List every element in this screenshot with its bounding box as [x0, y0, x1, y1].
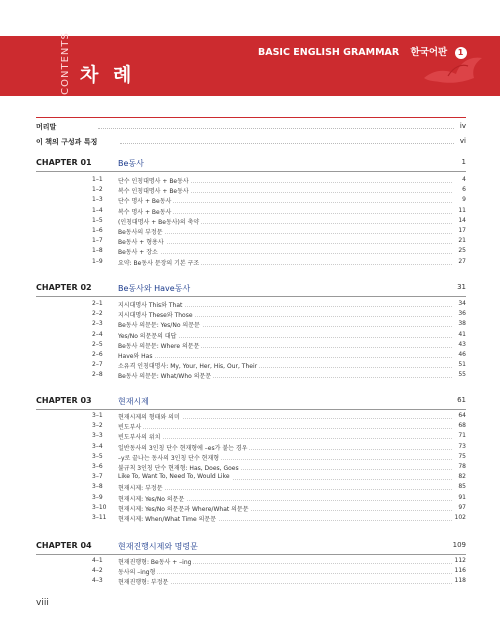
item-title: (인칭대명사 + Be동사)의 축약	[118, 218, 200, 226]
item-page: 78	[458, 463, 466, 470]
item-title: Be동사 + 형용사	[118, 239, 164, 247]
toc-item[interactable]	[36, 463, 466, 473]
toc-item[interactable]	[36, 443, 466, 453]
item-page: 55	[458, 371, 466, 379]
item-title: 단수 인칭대명사 + Be동사	[118, 178, 189, 185]
toc-item[interactable]	[36, 237, 466, 247]
item-number: 3–5	[92, 452, 103, 460]
leader-dots	[118, 253, 452, 254]
leader-dots	[118, 243, 452, 244]
item-number: 4–1	[92, 557, 103, 564]
item-number: 3–2	[92, 422, 103, 430]
chapter-rule	[36, 554, 466, 555]
leader-dots	[120, 143, 454, 144]
chapter-heading[interactable]	[36, 396, 466, 410]
toc-item[interactable]	[36, 567, 466, 577]
chapter-page: 31	[457, 283, 466, 291]
item-title: 지시대명사 These와 Those	[118, 312, 193, 320]
item-page: 118	[454, 577, 466, 585]
decorative-bird-icon	[418, 48, 488, 90]
item-page: 112	[454, 557, 466, 564]
item-title: 빈도부사	[118, 424, 142, 432]
front-item-page: vi	[457, 137, 466, 145]
contents-label: CONTENTS	[59, 32, 71, 95]
toc-item[interactable]	[36, 310, 466, 320]
item-page: 51	[458, 361, 466, 369]
leader-dots	[118, 573, 452, 574]
page-title: 차 례	[80, 64, 136, 86]
item-title: 현재시제: When/What Time 의문문	[118, 516, 217, 523]
item-page: 85	[458, 483, 466, 491]
chapter-page: 1	[461, 158, 466, 166]
item-title: Be동사의 부정문	[118, 229, 163, 236]
item-page: 116	[454, 567, 466, 575]
series-korean: 한국어판	[410, 47, 448, 58]
series-title-text: BASIC ENGLISH GRAMMAR	[258, 47, 400, 58]
chapter-page: 61	[457, 396, 466, 404]
item-number: 1–1	[92, 176, 103, 183]
item-page: 4	[462, 176, 466, 183]
chapter-page: 109	[452, 541, 466, 549]
item-page: 34	[458, 300, 466, 307]
item-title: 복수 인칭대명사 + Be동사	[118, 188, 189, 196]
item-page: 38	[458, 320, 466, 328]
chapter-rule	[36, 409, 466, 410]
item-page: 25	[458, 247, 466, 255]
item-page: 9	[462, 196, 466, 204]
chapter-rule	[36, 171, 466, 172]
leader-dots	[98, 128, 454, 129]
item-title: 현재시제: 부정문	[118, 485, 163, 493]
item-title: Be동사 의문문: Where 의문문	[118, 342, 200, 350]
item-number: 2–4	[92, 330, 103, 338]
top-red-rule	[36, 117, 466, 118]
chapter-heading[interactable]	[36, 541, 466, 555]
toc-item[interactable]	[36, 227, 466, 237]
item-number: 1–3	[92, 196, 103, 204]
item-title: 현재진행형: Be동사 + –ing	[118, 559, 192, 566]
item-number: 3–3	[92, 432, 103, 440]
chapter-rule	[36, 296, 466, 297]
item-title: Have와 Has	[118, 353, 153, 360]
toc-item[interactable]	[36, 483, 466, 493]
series-number-badge: 1	[455, 47, 467, 59]
item-number: 1–7	[92, 237, 103, 245]
item-title: 빈도부사의 위치	[118, 434, 161, 442]
item-number: 1–5	[92, 216, 103, 224]
front-item-page: iv	[457, 122, 466, 130]
item-title: 요약: Be동사 문장의 기본 구조	[118, 259, 200, 267]
item-title: Like To, Want To, Need To, Would Like	[118, 473, 230, 481]
toc-item[interactable]	[36, 412, 466, 422]
item-number: 1–2	[92, 186, 103, 194]
toc-item[interactable]	[36, 341, 466, 351]
item-title: 일반동사의 3인칭 단수 현재형에 –es가 붙는 경우	[118, 444, 248, 452]
toc-item[interactable]	[36, 577, 466, 587]
item-title: 현재시제의 형태와 의미	[118, 414, 180, 421]
item-number: 3–6	[92, 463, 103, 470]
item-title: Yes/No 의문문의 대답	[118, 332, 177, 340]
toc-item[interactable]	[36, 176, 466, 186]
toc-item[interactable]	[36, 453, 466, 463]
chapter-title: Be동사와 Have동사	[118, 284, 191, 293]
item-page: 71	[458, 432, 466, 440]
item-page: 91	[458, 493, 466, 501]
chapter-number: CHAPTER 02	[36, 283, 92, 292]
item-title: Be동사 의문문: Yes/No 의문문	[118, 322, 200, 330]
item-page: 17	[458, 227, 466, 234]
leader-dots	[118, 233, 452, 234]
item-number: 3–1	[92, 412, 103, 419]
item-page: 14	[458, 216, 466, 224]
item-title: 지시대명사 This와 That	[118, 302, 183, 309]
toc-item[interactable]	[36, 432, 466, 442]
toc-item[interactable]	[36, 514, 466, 524]
leader-dots	[118, 489, 452, 490]
toc-item[interactable]	[36, 247, 466, 257]
toc-item[interactable]	[36, 473, 466, 483]
item-page: 43	[458, 340, 466, 348]
item-title: 불규칙 3인칭 단수 현재형: Has, Does, Goes	[118, 465, 239, 472]
item-number: 2–2	[92, 310, 103, 318]
item-number: 2–5	[92, 340, 103, 348]
item-page: 11	[458, 206, 466, 214]
item-page: 41	[458, 330, 466, 338]
item-title: 단수 명사 + Be동사	[118, 198, 172, 206]
item-title: 현재진행형: 부정문	[118, 579, 169, 587]
item-page: 36	[458, 310, 466, 318]
item-number: 1–9	[92, 257, 103, 265]
item-title: –y로 끝나는 동사의 3인칭 단수 현재형	[118, 454, 220, 462]
item-page: 97	[458, 503, 466, 511]
item-title: 현재시제: Yes/No 의문문과 Where/What 의문문	[118, 505, 249, 513]
toc-item[interactable]	[36, 320, 466, 330]
chapter-title: 현재진행시제와 명령문	[118, 542, 198, 551]
page-number: viii	[36, 598, 49, 608]
item-page: 21	[458, 237, 466, 245]
item-title: 동사의 –ing형	[118, 569, 156, 577]
item-page: 102	[454, 514, 466, 521]
toc-item[interactable]	[36, 300, 466, 310]
toc-item[interactable]	[36, 258, 466, 268]
item-title: 현재시제: Yes/No 의문문	[118, 495, 185, 503]
item-number: 2–8	[92, 371, 103, 379]
item-page: 64	[458, 412, 466, 419]
item-number: 1–4	[92, 206, 103, 214]
leader-dots	[118, 428, 452, 429]
chapter-title: 현재시제	[118, 397, 149, 406]
item-title: 소유격 인칭대명사: My, Your, Her, His, Our, Their	[118, 363, 258, 371]
item-number: 4–3	[92, 577, 103, 585]
item-page: 46	[458, 351, 466, 358]
front-item-title: 머리말	[36, 122, 59, 132]
item-number: 3–11	[92, 514, 107, 521]
item-number: 3–4	[92, 442, 103, 450]
toc-item[interactable]	[36, 351, 466, 361]
item-number: 2–6	[92, 351, 103, 358]
leader-dots	[118, 438, 452, 439]
chapter-number: CHAPTER 01	[36, 158, 92, 167]
toc-item[interactable]	[36, 196, 466, 206]
item-title: Be동사 + 장소	[118, 249, 158, 257]
item-number: 3–9	[92, 493, 103, 501]
item-page: 73	[458, 442, 466, 450]
toc-item[interactable]	[36, 361, 466, 371]
toc-item[interactable]	[36, 331, 466, 341]
item-page: 27	[458, 257, 466, 265]
item-number: 2–1	[92, 300, 103, 307]
item-number: 3–10	[92, 503, 107, 511]
chapter-heading[interactable]	[36, 283, 466, 297]
front-item-title: 이 책의 구성과 특징	[36, 137, 100, 147]
toc-item[interactable]	[36, 217, 466, 227]
item-page: 75	[458, 452, 466, 460]
toc-item[interactable]	[36, 422, 466, 432]
item-page: 6	[462, 186, 466, 194]
toc-item[interactable]	[36, 504, 466, 514]
chapter-number: CHAPTER 03	[36, 396, 92, 405]
chapter-heading[interactable]	[36, 158, 466, 172]
item-number: 3–7	[92, 473, 103, 481]
item-number: 1–8	[92, 247, 103, 255]
item-title: Be동사 의문문: What/Who 의문문	[118, 373, 212, 381]
item-number: 3–8	[92, 483, 103, 491]
toc-item[interactable]	[36, 494, 466, 504]
leader-dots	[118, 357, 452, 358]
item-page: 82	[458, 473, 466, 481]
chapter-title: Be동사	[118, 159, 144, 168]
item-number: 1–6	[92, 227, 103, 234]
item-number: 2–7	[92, 361, 103, 369]
toc-item[interactable]	[36, 371, 466, 381]
item-number: 2–3	[92, 320, 103, 328]
chapter-number: CHAPTER 04	[36, 541, 92, 550]
toc-item[interactable]	[36, 207, 466, 217]
item-page: 68	[458, 422, 466, 430]
toc-item[interactable]	[36, 557, 466, 567]
item-title: 복수 명사 + Be동사	[118, 208, 172, 216]
toc-item[interactable]	[36, 186, 466, 196]
item-number: 4–2	[92, 567, 103, 575]
